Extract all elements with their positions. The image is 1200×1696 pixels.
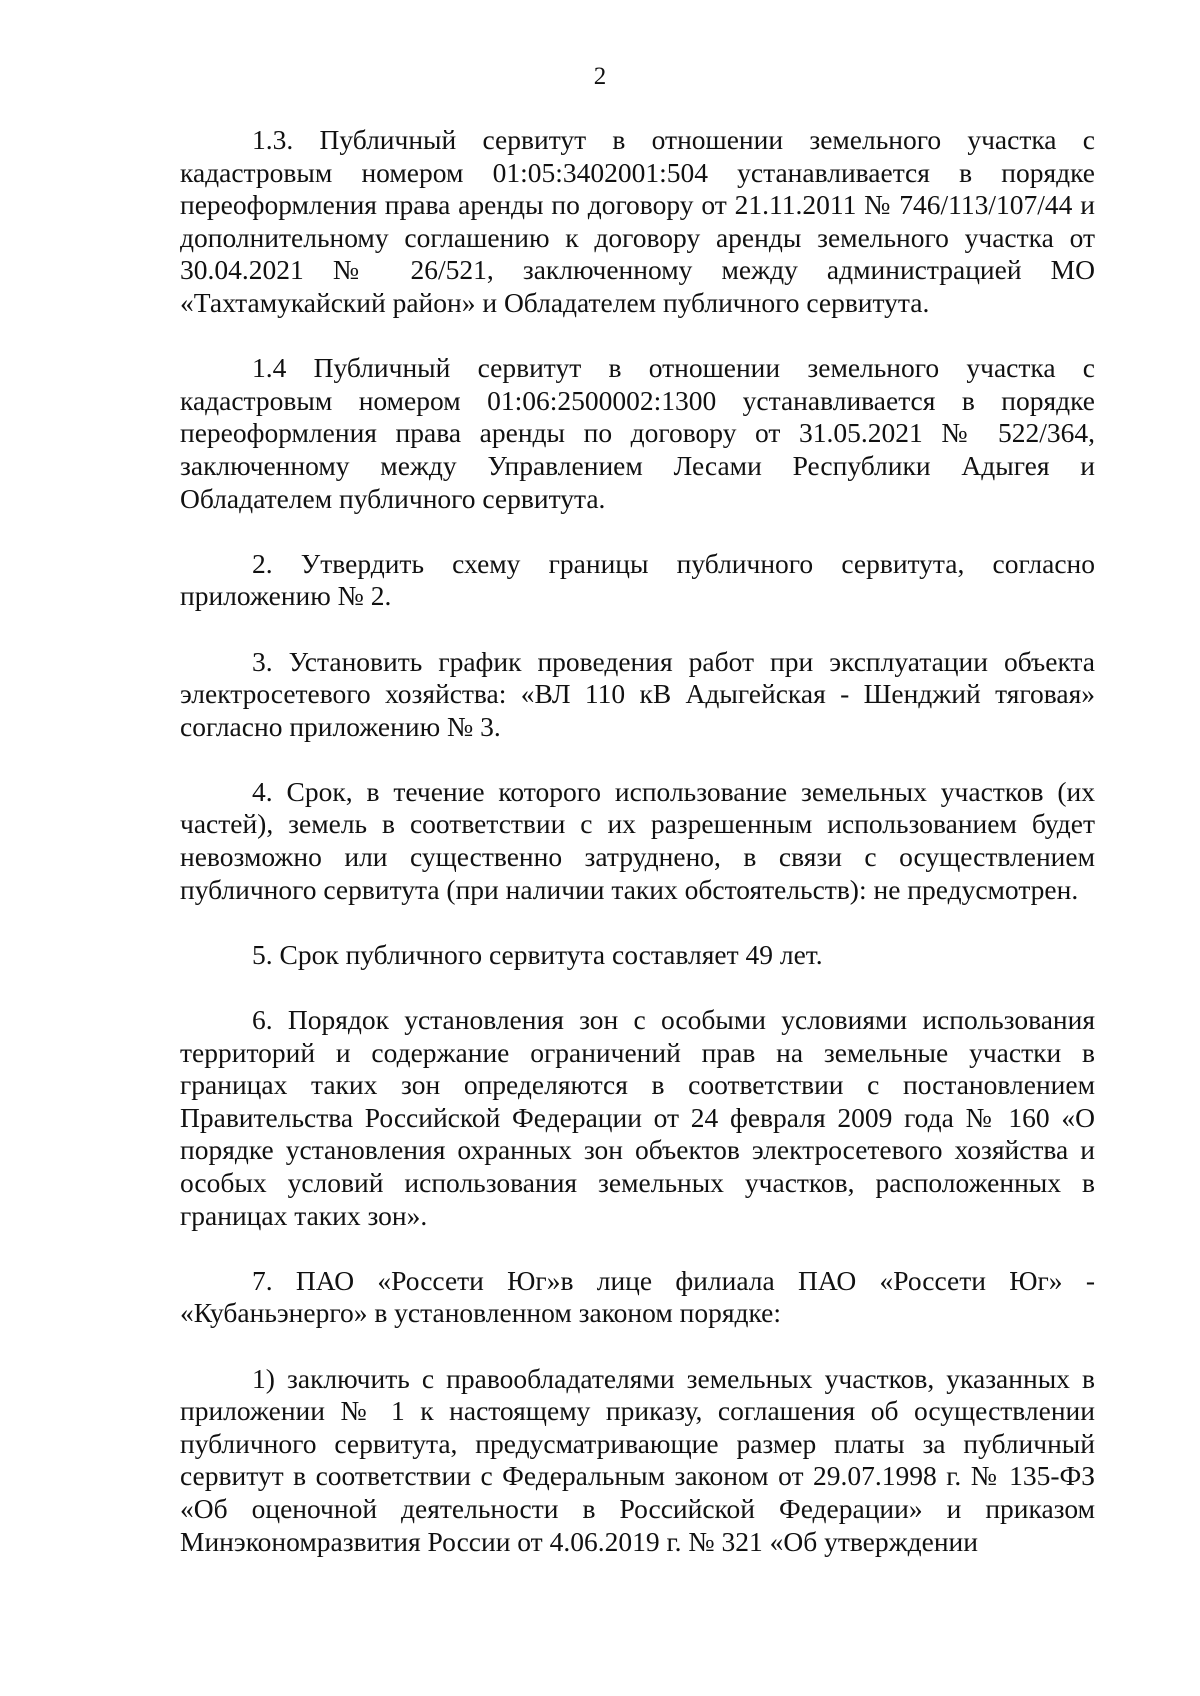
document-body xyxy=(180,124,1095,1558)
paragraph-6: 6. Порядок установления зон с особыми условиями использования территорий и содержание ограничений прав на земельные участки в границах таких зон определяются в соответствии с постановлением Правительства Российской Федерации от 24 февраля 2009 года № 160 «О порядке установления охранных зон объектов электросетевого хозяйства и особых условий использования земельных участков, расположенных в границах таких зон». xyxy=(180,1004,1095,1231)
paragraph-1-3: 1.3. Публичный сервитут в отношении земельного участка с кадастровым номером 01:05:3402001:504 устанавливается в порядке переоформления права аренды по договору от 21.11.2011 № 746/113/107/44 и дополнительному соглашению к договору аренды земельного участка от 30.04.2021 № 26/521, заключенному между администрацией МО «Тахтамукайский район» и Обладателем публичного сервитута. xyxy=(180,124,1095,318)
paragraph-1-4: 1.4 Публичный сервитут в отношении земельного участка с кадастровым номером 01:06:2500002:1300 устанавливается в порядке переоформления права аренды по договору от 31.05.2021 № 522/364, заключенному между Управлением Лесами Республики Адыгея и Обладателем публичного сервитута. xyxy=(180,352,1095,514)
paragraph-3: 3. Установить график проведения работ при эксплуатации объекта электросетевого хозяйства: «ВЛ 110 кВ Адыгейская - Шенджий тяговая» согласно приложению № 3. xyxy=(180,645,1095,742)
paragraph-7: 7. ПАО «Россети Юг»в лице филиала ПАО «Россети Юг» - «Кубаньэнерго» в установленном законом порядке: xyxy=(180,1264,1095,1329)
paragraph-5: 5. Срок публичного сервитута составляет 49 лет. xyxy=(252,938,823,970)
paragraph-7-1: 1) заключить с правообладателями земельных участков, указанных в приложении № 1 к настоящему приказу, соглашения об осуществлении публичного сервитута, предусматривающие размер платы за публичный сервитут в соответствии с Федеральным законом от 29.07.1998 г. № 135-ФЗ «Об оценочной деятельности в Российской Федерации» и приказом Минэкономразвития России от 4.06.2019 г. № 321 «Об утверждении xyxy=(180,1362,1095,1557)
paragraph-4: 4. Срок, в течение которого использование земельных участков (их частей), земель в соответствии с их разрешенным использованием будет невозможно или существенно затруднено, в связи с осуществлением публичного сервитута (при наличии таких обстоятельств): не предусмотрен. xyxy=(180,775,1095,905)
page-number: 2 xyxy=(593,63,607,90)
paragraph-2: 2. Утвердить схему границы публичного сервитута, согласно приложению № 2. xyxy=(180,547,1095,612)
